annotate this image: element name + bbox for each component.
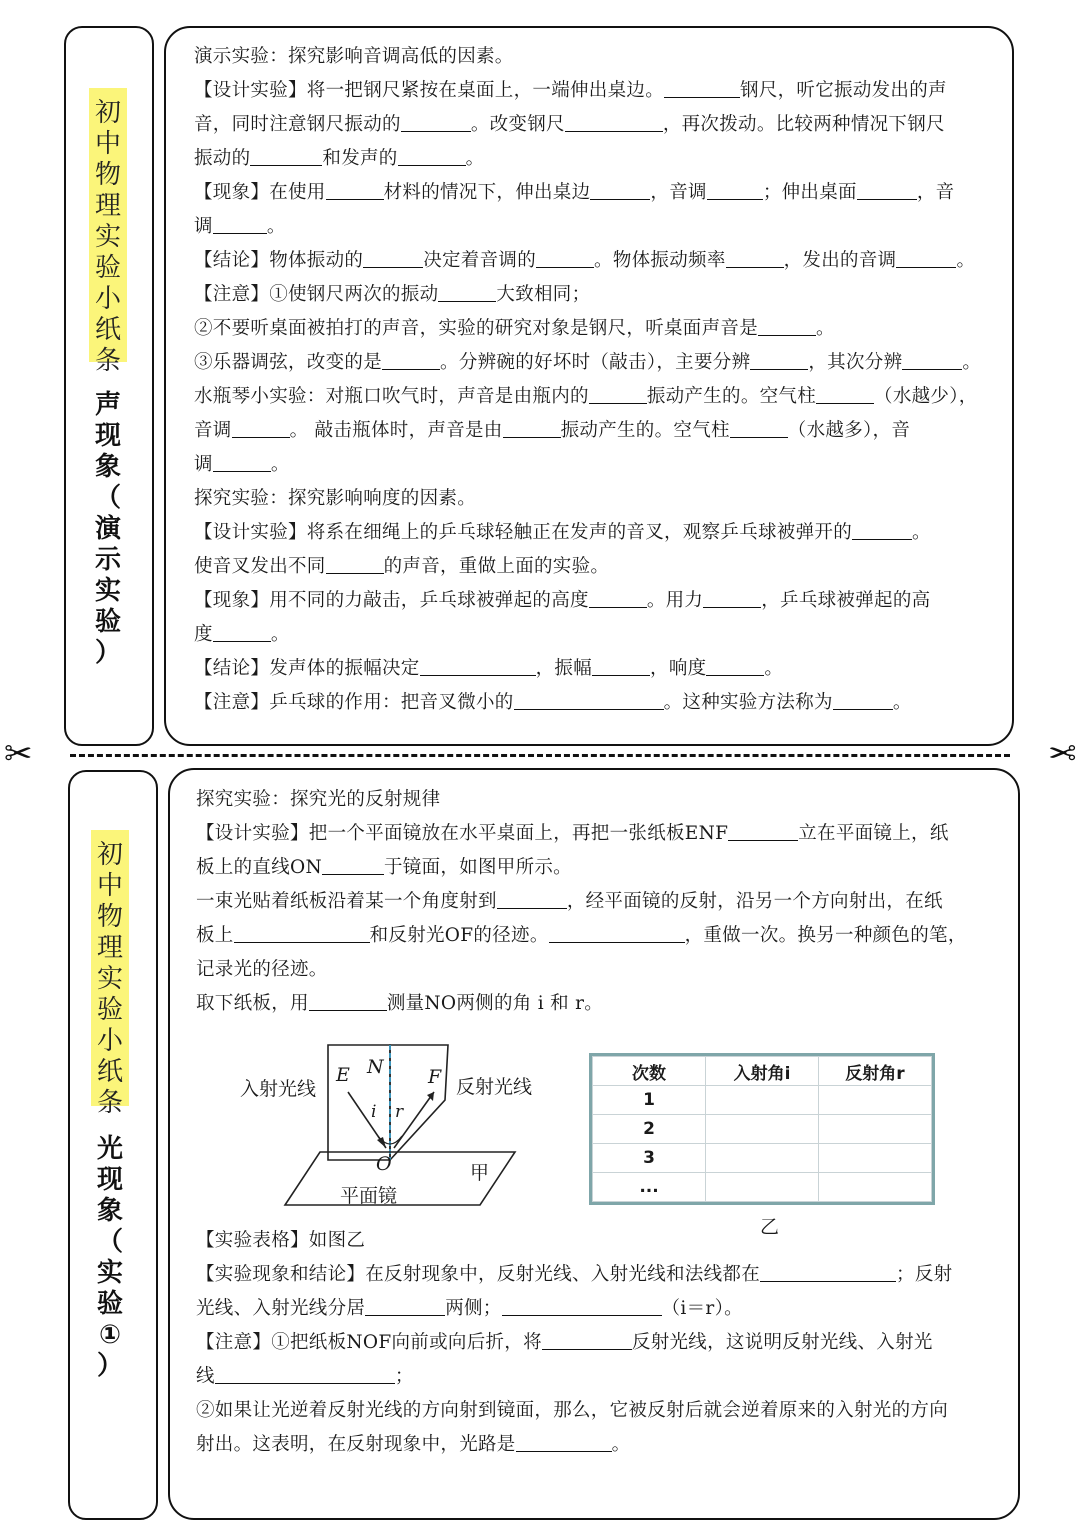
fill-blank xyxy=(549,924,685,943)
text-segment: 和发声的 xyxy=(322,148,398,169)
text-segment: 【现象】在使用 xyxy=(194,182,326,203)
text-line xyxy=(196,783,967,817)
text-line xyxy=(196,1394,952,1428)
text-segment: 振动产生的。空气柱 xyxy=(560,420,730,441)
fill-blank xyxy=(398,147,466,166)
fill-blank xyxy=(833,691,893,710)
text-line xyxy=(194,74,981,108)
text-segment: 于镜面，如图甲所示。 xyxy=(383,857,572,878)
fill-blank xyxy=(896,249,956,268)
fill-blank xyxy=(213,215,267,234)
text-segment: （水越多），音 xyxy=(787,420,911,441)
fill-blank xyxy=(215,1365,395,1384)
fill-blank xyxy=(401,113,471,132)
text-segment: 材料的情况下，伸出桌边 xyxy=(383,182,591,203)
fill-blank xyxy=(542,1331,632,1350)
text-segment: ，音调 xyxy=(650,182,707,203)
text-segment: 。 xyxy=(266,216,286,237)
label-i: i xyxy=(371,1102,377,1122)
text-segment: 【实验表格】如图乙 xyxy=(196,1230,366,1251)
bottom-side-tag xyxy=(91,830,129,1118)
table-cell xyxy=(819,1173,932,1202)
table-row xyxy=(593,1173,932,1202)
text-segment: 【设计实验】将一把钢尺紧按在桌面上，一端伸出桌边。 xyxy=(194,80,665,101)
fill-blank xyxy=(857,181,917,200)
scissors-left-icon: ✂ xyxy=(4,734,33,774)
bottom-content-before xyxy=(196,783,967,1021)
text-segment: 【现象】用不同的力敲击，乒乓球被弹起的高度 xyxy=(194,590,589,611)
text-line xyxy=(196,919,967,953)
table-cell: 3 xyxy=(593,1144,706,1173)
fill-blank xyxy=(420,657,536,676)
table-cell xyxy=(819,1086,932,1115)
text-segment: 。 xyxy=(270,454,290,475)
fill-blank xyxy=(232,419,290,438)
text-segment: （i＝r）。 xyxy=(661,1298,743,1319)
fill-blank xyxy=(750,351,808,370)
fill-blank xyxy=(536,249,594,268)
label-E: E xyxy=(336,1064,350,1086)
text-segment: 【结论】物体振动的 xyxy=(194,250,364,271)
fill-blank xyxy=(326,555,384,574)
text-line xyxy=(194,414,981,448)
text-line xyxy=(196,1258,952,1292)
fill-blank xyxy=(213,453,271,472)
table-cell: 2 xyxy=(593,1115,706,1144)
text-line xyxy=(194,40,981,74)
table-cell xyxy=(819,1115,932,1144)
text-segment: ；伸出桌面 xyxy=(762,182,857,203)
text-segment: ；反射 xyxy=(896,1264,953,1285)
text-segment: 调 xyxy=(194,454,213,475)
fill-blank xyxy=(726,249,784,268)
fill-blank xyxy=(589,385,647,404)
text-line xyxy=(194,176,981,210)
top-content xyxy=(194,40,981,720)
fill-blank xyxy=(728,822,798,841)
text-segment: 。 xyxy=(465,148,485,169)
label-O: O xyxy=(376,1153,392,1175)
text-segment: 射出。这表明，在反射现象中，光路是 xyxy=(196,1434,516,1455)
text-segment: 。改变钢尺 xyxy=(470,114,565,135)
text-line xyxy=(196,1428,952,1462)
text-line xyxy=(194,516,981,550)
text-segment: 调 xyxy=(194,216,213,237)
fill-blank xyxy=(565,113,663,132)
text-segment: 光线、入射光线分居 xyxy=(196,1298,366,1319)
fill-blank xyxy=(438,283,496,302)
bottom-side-section: 光 现 象 （ 实 验 ① ） xyxy=(96,1134,123,1381)
table-header: 入射角i xyxy=(706,1057,819,1086)
incident-ray-label: 入射光线 xyxy=(240,1078,317,1100)
reflection-table xyxy=(592,1056,932,1202)
table-cell xyxy=(706,1173,819,1202)
text-segment: 线 xyxy=(196,1366,215,1387)
text-line xyxy=(194,244,981,278)
fill-blank xyxy=(213,623,271,642)
text-segment: ③乐器调弦，改变的是 xyxy=(194,352,383,373)
text-segment: 振动的 xyxy=(194,148,251,169)
table-row xyxy=(593,1115,932,1144)
text-segment: 测量NO两侧的角 i 和 r。 xyxy=(386,993,604,1014)
text-segment: ，音 xyxy=(916,182,955,203)
text-segment: 。 xyxy=(962,352,982,373)
fill-blank xyxy=(730,419,788,438)
text-segment: 取下纸板，用 xyxy=(196,993,309,1014)
text-segment: ，发出的音调 xyxy=(783,250,897,271)
text-line xyxy=(194,312,981,346)
fill-blank xyxy=(902,351,962,370)
table-row xyxy=(593,1086,932,1115)
text-segment: 。 xyxy=(764,658,784,679)
text-segment: 【注意】乒乓球的作用：把音叉微小的 xyxy=(194,692,514,713)
text-segment: 。用力 xyxy=(646,590,704,611)
text-line xyxy=(194,278,981,312)
text-line xyxy=(196,817,967,851)
text-segment: ，振幅 xyxy=(535,658,593,679)
text-line xyxy=(194,686,981,720)
text-segment: 【设计实验】把一个平面镜放在水平桌面上，再把一张纸板ENF xyxy=(196,823,729,844)
reflected-ray-label: 反射光线 xyxy=(456,1076,533,1098)
text-line xyxy=(196,851,967,885)
table-header: 次数 xyxy=(593,1057,706,1086)
fill-blank xyxy=(816,385,874,404)
fill-blank xyxy=(758,317,816,336)
text-segment: 。 xyxy=(816,318,835,339)
text-segment: 【实验现象和结论】在反射现象中，反射光线、入射光线和法线都在 xyxy=(196,1264,761,1285)
scissors-right-icon: ✂ xyxy=(1047,734,1076,774)
table-row xyxy=(593,1144,932,1173)
text-line xyxy=(194,380,981,414)
text-segment: 水瓶琴小实验：对瓶口吹气时，声音是由瓶内的 xyxy=(194,386,589,407)
fill-blank xyxy=(503,419,561,438)
text-segment: 使音叉发出不同 xyxy=(194,556,326,577)
text-line xyxy=(194,346,981,380)
text-line xyxy=(196,987,967,1021)
text-segment: ，重做一次。换另一种颜色的笔， xyxy=(684,925,967,946)
table-cell xyxy=(706,1115,819,1144)
text-segment: 音调 xyxy=(194,420,232,441)
text-segment: 。 xyxy=(912,522,931,543)
text-line xyxy=(196,1292,952,1326)
fill-blank xyxy=(497,890,567,909)
text-line xyxy=(194,584,981,618)
label-F: F xyxy=(428,1066,442,1088)
text-segment: ②如果让光逆着反射光线的方向射到镜面，那么，它被反射后就会逆着原来的入射光的方向 xyxy=(196,1400,949,1421)
label-N: N xyxy=(367,1056,384,1078)
figure-jia-label: 甲 xyxy=(470,1162,490,1184)
text-segment: 立在平面镜上，纸 xyxy=(798,823,949,844)
fill-blank xyxy=(664,79,740,98)
top-side-section: 声 现 象 （ 演 示 实 验 ） xyxy=(94,390,121,668)
fill-blank xyxy=(322,856,384,875)
text-segment: 探究实验：探究光的反射规律 xyxy=(196,789,441,810)
table-header-row xyxy=(593,1057,932,1086)
fill-blank xyxy=(502,1297,662,1316)
fill-blank xyxy=(234,924,370,943)
text-segment: 大致相同； xyxy=(496,284,591,305)
top-side-tag-text: 初 中 物 理 实 验 小 纸 条 xyxy=(94,98,121,376)
text-segment: 。分辨碗的好坏时（敲击），主要分辨 xyxy=(440,352,751,373)
text-segment: 记录光的径迹。 xyxy=(196,959,328,980)
text-line xyxy=(194,210,981,244)
fill-blank xyxy=(852,521,912,540)
text-segment: 。 xyxy=(956,250,976,271)
table-cell xyxy=(819,1144,932,1173)
text-line xyxy=(194,618,981,652)
text-line xyxy=(194,108,981,142)
fill-blank xyxy=(250,147,322,166)
text-segment: 音，同时注意钢尺振动的 xyxy=(194,114,401,135)
text-segment: 【注意】①使钢尺两次的振动 xyxy=(194,284,439,305)
text-segment: 钢尺，听它振动发出的声 xyxy=(740,80,947,101)
text-line xyxy=(196,1224,952,1258)
text-segment: 。 xyxy=(270,624,290,645)
text-segment: ，再次拨动。比较两种情况下钢尺 xyxy=(662,114,945,135)
fill-blank xyxy=(326,181,384,200)
text-segment: 反射光线，这说明反射光线、入射光 xyxy=(631,1332,933,1353)
cut-line xyxy=(70,754,1010,757)
text-line xyxy=(194,652,981,686)
text-segment: 板上 xyxy=(196,925,234,946)
text-segment: 一束光贴着纸板沿着某一个角度射到 xyxy=(196,891,497,912)
fill-blank xyxy=(760,1263,896,1282)
fill-blank xyxy=(706,657,764,676)
fill-blank xyxy=(592,657,650,676)
table-cell: ... xyxy=(593,1173,706,1202)
text-line xyxy=(196,1326,952,1360)
fill-blank xyxy=(590,181,650,200)
text-segment: 。这种实验方法称为 xyxy=(663,692,833,713)
text-segment: 度 xyxy=(194,624,213,645)
text-line xyxy=(194,448,981,482)
text-segment: 两侧； xyxy=(445,1298,502,1319)
text-segment: 。 xyxy=(611,1434,631,1455)
text-segment: （水越少）， xyxy=(874,386,978,407)
label-r: r xyxy=(395,1102,404,1122)
top-side-tag xyxy=(89,88,127,376)
fill-blank xyxy=(365,1297,445,1316)
fill-blank xyxy=(589,589,647,608)
fill-blank xyxy=(707,181,763,200)
text-segment: 和反射光OF的径迹。 xyxy=(369,925,549,946)
table-cell xyxy=(706,1144,819,1173)
text-segment: 的声音，重做上面的实验。 xyxy=(383,556,610,577)
text-line xyxy=(196,953,967,987)
text-line xyxy=(196,1360,952,1394)
text-segment: ，其次分辨 xyxy=(808,352,903,373)
text-segment: 【设计实验】将系在细绳上的乒乓球轻触正在发声的音叉，观察乒乓球被弹开的 xyxy=(194,522,853,543)
text-line xyxy=(194,482,981,516)
fill-blank xyxy=(309,992,387,1011)
text-segment: 【注意】①把纸板NOF向前或向后折，将 xyxy=(196,1332,542,1353)
table-cell: 1 xyxy=(593,1086,706,1115)
text-segment: ； xyxy=(394,1366,414,1387)
table-cell xyxy=(706,1086,819,1115)
fill-blank xyxy=(703,589,761,608)
text-segment: ，响度 xyxy=(650,658,707,679)
text-segment: 。物体振动频率 xyxy=(594,250,726,271)
table-header: 反射角r xyxy=(819,1057,932,1086)
bottom-content-after xyxy=(196,1224,952,1462)
text-line xyxy=(194,550,981,584)
text-segment: ②不要听桌面被拍打的声音，实验的研究对象是钢尺，听桌面声音是 xyxy=(194,318,759,339)
text-segment: 探究实验：探究影响响度的因素。 xyxy=(194,488,477,509)
text-segment: 。 xyxy=(892,692,912,713)
text-segment: 板上的直线ON xyxy=(196,857,322,878)
fill-blank xyxy=(382,351,440,370)
text-line xyxy=(194,142,981,176)
bottom-side-tag-text: 初 中 物 理 实 验 小 纸 条 xyxy=(96,840,123,1118)
fill-blank xyxy=(363,249,423,268)
figure-yi-label: 乙 xyxy=(760,1216,780,1238)
text-segment: ，乒乓球被弹起的高 xyxy=(761,590,931,611)
text-segment: 演示实验：探究影响音调高低的因素。 xyxy=(194,46,514,67)
text-segment: ，经平面镜的反射，沿另一个方向射出，在纸 xyxy=(566,891,943,912)
text-segment: 。 敲击瓶体时，声音是由 xyxy=(289,420,503,441)
text-segment: 决定着音调的 xyxy=(423,250,537,271)
mirror-label: 平面镜 xyxy=(340,1185,398,1207)
text-line xyxy=(196,885,967,919)
fill-blank xyxy=(514,691,664,710)
fill-blank xyxy=(516,1433,612,1452)
text-segment: 振动产生的。空气柱 xyxy=(646,386,817,407)
text-segment: 【结论】发声体的振幅决定 xyxy=(194,658,420,679)
